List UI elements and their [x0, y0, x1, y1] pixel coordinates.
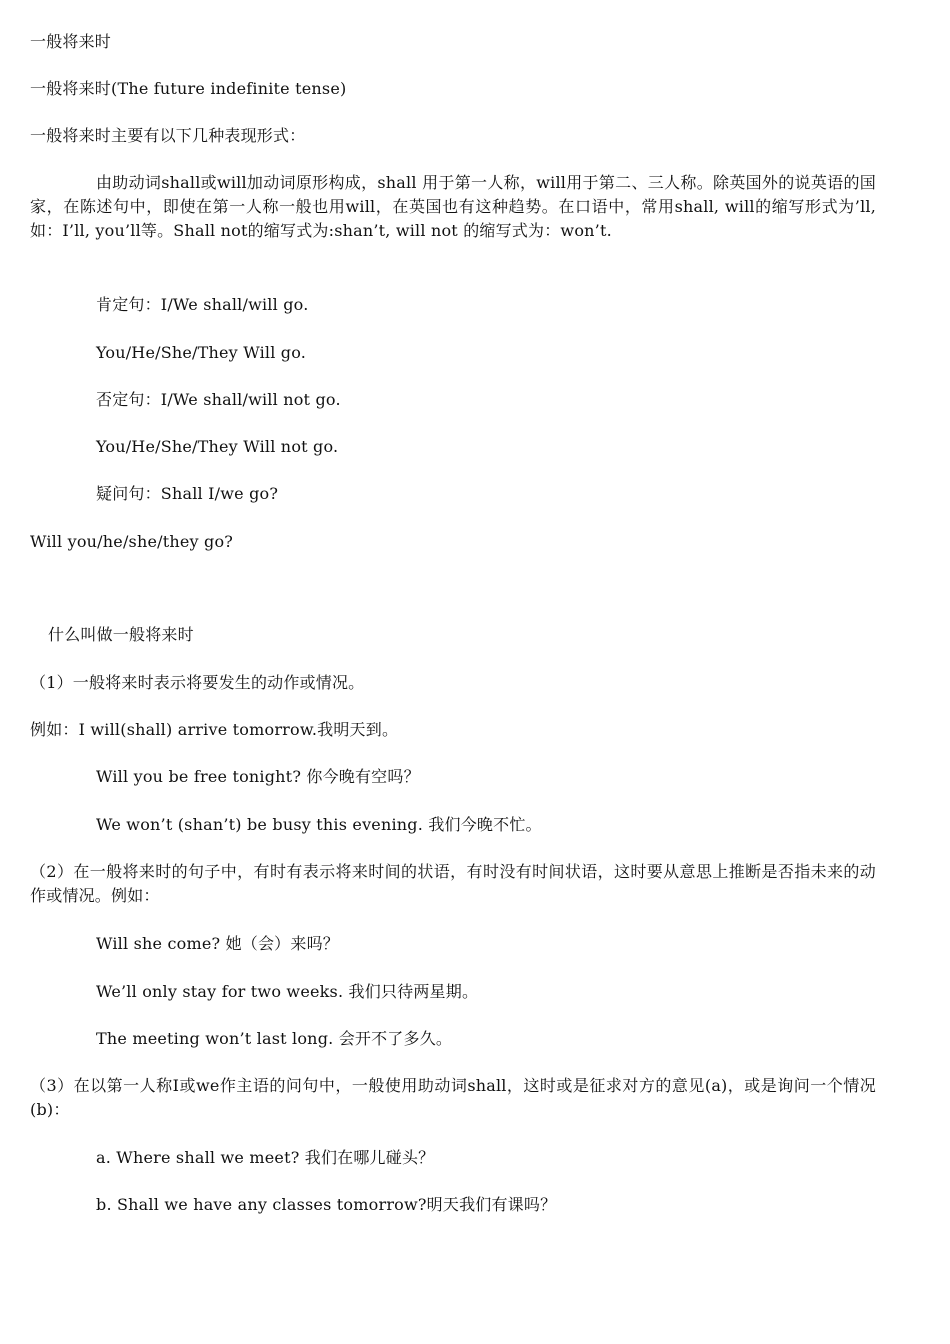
point-3: （3）在以第一人称I或we作主语的问句中，一般使用助动词shall，这时或是征求对方的意见(a)，或是询问一个情况(b)：: [30, 1076, 876, 1119]
point-1: （1）一般将来时表示将要发生的动作或情况。: [30, 673, 365, 692]
example-4: Will she come? 她（会）来吗？: [96, 934, 339, 953]
example-1: 例如：I will(shall) arrive tomorrow.我明天到。: [30, 720, 399, 739]
affirmative-line-1: 肯定句：I/We shall/will go.: [96, 295, 309, 314]
description-paragraph: 由助动词shall或will加动词原形构成，shall 用于第一人称，will用于第二、三人称。除英国外的说英语的国家，在陈述句中，即使在第一人称一般也用will，在英国也有这种趋势。在口语中，常用shall, will的缩写形式为’ll, 如：I’ll, you’ll等。Shall not的缩写式为:shan’t, will not 的缩写式为：won’t.: [30, 173, 876, 240]
section-title: 什么叫做一般将来时: [48, 625, 194, 644]
doc-title: 一般将来时: [30, 32, 112, 51]
example-6: The meeting won’t last long. 会开不了多久。: [96, 1029, 453, 1048]
example-5: We’ll only stay for two weeks. 我们只待两星期。: [96, 982, 479, 1001]
doc-subtitle: 一般将来时(The future indefinite tense): [30, 79, 347, 98]
example-2: Will you be free tonight? 你今晚有空吗？: [96, 767, 420, 786]
forms-intro: 一般将来时主要有以下几种表现形式：: [30, 126, 306, 145]
point-2: （2）在一般将来时的句子中，有时有表示将来时间的状语，有时没有时间状语，这时要从意思上推断是否指未来的动作或情况。例如：: [30, 862, 876, 905]
example-b: b. Shall we have any classes tomorrow?明天我们有课吗？: [96, 1195, 557, 1214]
affirmative-line-2: You/He/She/They Will go.: [96, 343, 307, 362]
question-line-2: Will you/he/she/they go?: [30, 532, 234, 551]
negative-line-2: You/He/She/They Will not go.: [96, 437, 339, 456]
example-a: a. Where shall we meet? 我们在哪儿碰头？: [96, 1148, 435, 1167]
negative-line-1: 否定句：I/We shall/will not go.: [96, 390, 341, 409]
question-line-1: 疑问句：Shall I/we go?: [96, 484, 279, 503]
example-3: We won’t (shan’t) be busy this evening. 我们今晚不忙。: [96, 815, 542, 834]
